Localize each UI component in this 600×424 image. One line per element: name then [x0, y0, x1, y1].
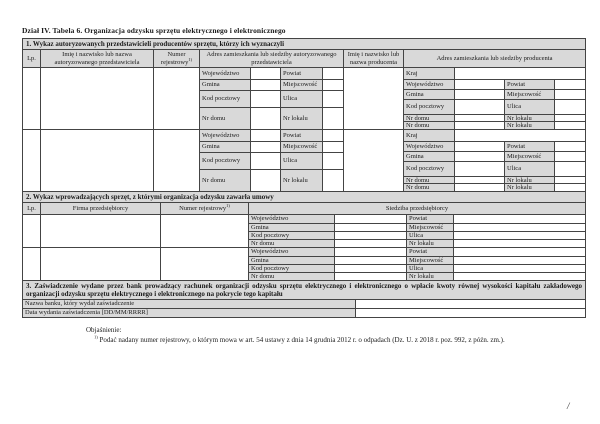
field-value-cell — [453, 264, 585, 272]
field-value-cell — [454, 121, 504, 129]
field-label: Nr domu — [249, 239, 334, 247]
table-row — [23, 248, 586, 281]
footnote-ref: 1) — [226, 202, 230, 208]
field-label: Nr domu — [404, 183, 454, 191]
lp-cell — [23, 215, 41, 248]
field-label: Powiat — [406, 215, 453, 223]
field-value-cell — [453, 256, 585, 264]
address-block — [404, 68, 585, 129]
field-label: Gmina — [249, 256, 334, 264]
field-value-cell — [454, 141, 504, 151]
field-value-cell — [454, 130, 585, 141]
field-label: Województwo — [404, 79, 454, 89]
field-label: Nr domu — [200, 107, 250, 129]
page-title: Dział IV. Tabela 6. Organizacja odzysku sprzętu elektrycznego i elektronicznego — [22, 26, 286, 35]
field-value-cell — [334, 239, 406, 247]
section1-column-header-row — [23, 50, 586, 68]
field-label: Ulica — [406, 264, 453, 272]
col-header-reg-number — [154, 50, 200, 68]
address-block — [249, 248, 585, 280]
col-header-reg-number — [161, 203, 249, 215]
representative-address-cell — [200, 67, 344, 129]
field-label: Miejscowość — [280, 141, 322, 152]
certificate-date-label: Data wydania zaświadczenia [DD/MM/RRRR] — [23, 309, 356, 318]
section1-bar-row — [23, 39, 586, 50]
table-row — [23, 129, 586, 191]
field-label: Województwo — [200, 130, 250, 141]
register-number-cell — [161, 215, 249, 248]
lp-cell — [23, 67, 41, 129]
section2-column-header-row — [23, 203, 586, 215]
field-label: Gmina — [200, 79, 250, 90]
field-label: Powiat — [280, 68, 322, 79]
field-label: Nr lokalu — [280, 169, 322, 191]
field-value-cell — [250, 169, 280, 191]
col-header-lp: Lp. — [23, 50, 41, 68]
section2-table — [22, 191, 586, 281]
field-label: Nr lokalu — [504, 183, 554, 191]
bank-name-label: Nazwa banku, który wydał zaświadczenie — [23, 300, 356, 309]
field-value-cell — [322, 130, 343, 141]
representative-address-cell — [200, 129, 344, 191]
col-header-producer-name: Imię i nazwisko lub nazwa producenta — [344, 50, 404, 68]
field-value-cell — [554, 99, 585, 114]
producer-name-cell — [344, 67, 404, 129]
field-label: Ulica — [504, 161, 554, 176]
col-header-company: Firma przedsiębiorcy — [41, 203, 161, 215]
field-value-cell — [554, 89, 585, 99]
certificate-date-value-cell — [356, 309, 586, 318]
company-name-cell — [41, 215, 161, 248]
field-value-cell — [554, 161, 585, 176]
producer-address-cell — [404, 67, 586, 129]
field-value-cell — [554, 79, 585, 89]
field-value-cell — [453, 231, 585, 239]
field-label: Nr domu — [200, 169, 250, 191]
field-label: Ulica — [280, 152, 322, 169]
footnote-text: Podać nadany numer rejestrowy, o którym mowa w art. 54 ustawy z dnia 14 grudnia 2012 r. o odpadach (Dz. U. z 2018 r. poz. 992, z późn. zm.). — [99, 336, 505, 345]
lp-cell — [23, 248, 41, 281]
field-value-cell — [453, 215, 585, 223]
field-value-cell — [554, 121, 585, 129]
field-label: Województwo — [200, 68, 250, 79]
footnote-heading: Objaśnienie: — [86, 326, 122, 335]
field-value-cell — [250, 68, 280, 79]
field-value-cell — [250, 90, 280, 107]
field-value-cell — [250, 79, 280, 90]
section3-bar-row — [23, 281, 586, 300]
table-row — [23, 67, 586, 129]
field-label: Gmina — [200, 141, 250, 152]
field-label: Miejscowość — [406, 256, 453, 264]
field-label: Nr domu — [249, 272, 334, 280]
field-label: Miejscowość — [504, 151, 554, 161]
field-value-cell — [454, 176, 504, 184]
field-value-cell — [250, 107, 280, 129]
field-label: Nr lokalu — [406, 272, 453, 280]
field-value-cell — [454, 183, 504, 191]
field-value-cell — [322, 68, 343, 79]
field-label: Ulica — [504, 99, 554, 114]
field-label: Nr lokalu — [280, 107, 322, 129]
field-label: Nr lokalu — [504, 176, 554, 184]
field-label: Nr domu — [404, 114, 454, 122]
field-label: Kraj — [404, 68, 454, 79]
producer-address-cell — [404, 129, 586, 191]
field-value-cell — [334, 264, 406, 272]
field-label: Miejscowość — [280, 79, 322, 90]
address-block — [404, 130, 585, 191]
field-label: Powiat — [280, 130, 322, 141]
field-value-cell — [454, 68, 585, 79]
field-value-cell — [453, 239, 585, 247]
field-label: Gmina — [249, 223, 334, 231]
field-value-cell — [334, 223, 406, 231]
field-value-cell — [334, 215, 406, 223]
field-label: Województwo — [249, 215, 334, 223]
field-value-cell — [453, 223, 585, 231]
field-label: Kod pocztowy — [249, 231, 334, 239]
col-header-rep-address: Adres zamieszkania lub siedziby autoryzowanego przedstawiciela — [200, 50, 344, 68]
field-value-cell — [250, 130, 280, 141]
field-value-cell — [454, 151, 504, 161]
footnote-line — [94, 336, 585, 344]
field-label: Gmina — [404, 151, 454, 161]
company-seat-cell — [249, 248, 586, 281]
field-label: Gmina — [404, 89, 454, 99]
section3-header: 3. Zaświadczenie wydane przez bank prowadzący rachunek organizacji odzysku sprzętu elektrycznego i elektronicznego o wpłacie kwoty równej wysokości kapitału zakładowego organizacji odzysku sprzętu elektrycznego i elektronicznego na pokrycie tego kapitału — [23, 281, 586, 300]
field-value-cell — [334, 248, 406, 256]
field-label: Kod pocztowy — [200, 90, 250, 107]
lp-cell — [23, 129, 41, 191]
bank-name-value-cell — [356, 300, 586, 309]
field-label: Powiat — [406, 248, 453, 256]
field-value-cell — [554, 141, 585, 151]
field-label: Miejscowość — [504, 89, 554, 99]
field-label: Kod pocztowy — [404, 161, 454, 176]
field-label: Kod pocztowy — [249, 264, 334, 272]
field-label: Nr domu — [404, 176, 454, 184]
field-label: Kod pocztowy — [200, 152, 250, 169]
field-value-cell — [454, 161, 504, 176]
field-label: Nr lokalu — [504, 114, 554, 122]
field-value-cell — [554, 183, 585, 191]
field-value-cell — [322, 152, 343, 169]
field-value-cell — [250, 141, 280, 152]
col-header-company-seat: Siedziba przedsiębiorcy — [249, 203, 586, 215]
col-header-lp: Lp. — [23, 203, 41, 215]
section2-bar-row — [23, 191, 586, 202]
field-value-cell — [554, 176, 585, 184]
form-document — [22, 26, 585, 344]
field-value-cell — [334, 231, 406, 239]
col-header-rep-name: Imię i nazwisko lub nazwa autoryzowanego przedstawiciela — [41, 50, 154, 68]
section2-header: 2. Wykaz wprowadzających sprzęt, z którymi organizacja odzysku zawarła umowy — [23, 191, 586, 202]
footnote-ref: 1) — [188, 56, 193, 62]
field-value-cell — [322, 169, 343, 191]
field-label: Powiat — [504, 141, 554, 151]
field-label: Powiat — [504, 79, 554, 89]
reg-number-label: Numer rejestrowy — [179, 204, 227, 212]
field-value-cell — [453, 248, 585, 256]
field-value-cell — [454, 114, 504, 122]
address-block — [249, 215, 585, 247]
field-value-cell — [454, 99, 504, 114]
section3-table — [22, 280, 586, 318]
field-value-cell — [454, 89, 504, 99]
register-number-cell — [161, 248, 249, 281]
field-label: Nr lokalu — [406, 239, 453, 247]
field-label: Ulica — [406, 231, 453, 239]
field-label: Nr domu — [404, 121, 454, 129]
field-label: Województwo — [249, 248, 334, 256]
producer-name-cell — [344, 129, 404, 191]
section1-table — [22, 38, 586, 192]
certificate-date-row — [23, 309, 586, 318]
field-value-cell — [322, 141, 343, 152]
address-block — [200, 130, 343, 191]
field-label: Ulica — [280, 90, 322, 107]
field-value-cell — [334, 272, 406, 280]
field-label: Nr lokalu — [504, 121, 554, 129]
field-label: Miejscowość — [406, 223, 453, 231]
address-block — [200, 68, 343, 129]
register-number-cell — [154, 67, 200, 129]
bank-name-row — [23, 300, 586, 309]
footnote-block — [86, 326, 585, 344]
section1-header: 1. Wykaz autoryzowanych przedstawicieli producentów sprzętu, którzy ich wyznaczyli — [23, 39, 586, 50]
field-label: Kod pocztowy — [404, 99, 454, 114]
field-label: Województwo — [404, 141, 454, 151]
representative-name-cell — [41, 129, 154, 191]
representative-name-cell — [41, 67, 154, 129]
field-value-cell — [453, 272, 585, 280]
company-name-cell — [41, 248, 161, 281]
footnote-marker: 1) — [94, 334, 98, 340]
reg-number-label: Numer rejestrowy — [160, 51, 189, 66]
field-value-cell — [454, 79, 504, 89]
field-value-cell — [322, 90, 343, 107]
field-value-cell — [554, 114, 585, 122]
page-number: / — [567, 401, 570, 411]
field-value-cell — [322, 107, 343, 129]
col-header-producer-address: Adres zamieszkania lub siedziby producenta — [404, 50, 586, 68]
register-number-cell — [154, 129, 200, 191]
field-value-cell — [322, 79, 343, 90]
company-seat-cell — [249, 215, 586, 248]
field-value-cell — [250, 152, 280, 169]
field-label: Kraj — [404, 130, 454, 141]
field-value-cell — [554, 151, 585, 161]
table-row — [23, 215, 586, 248]
field-value-cell — [334, 256, 406, 264]
